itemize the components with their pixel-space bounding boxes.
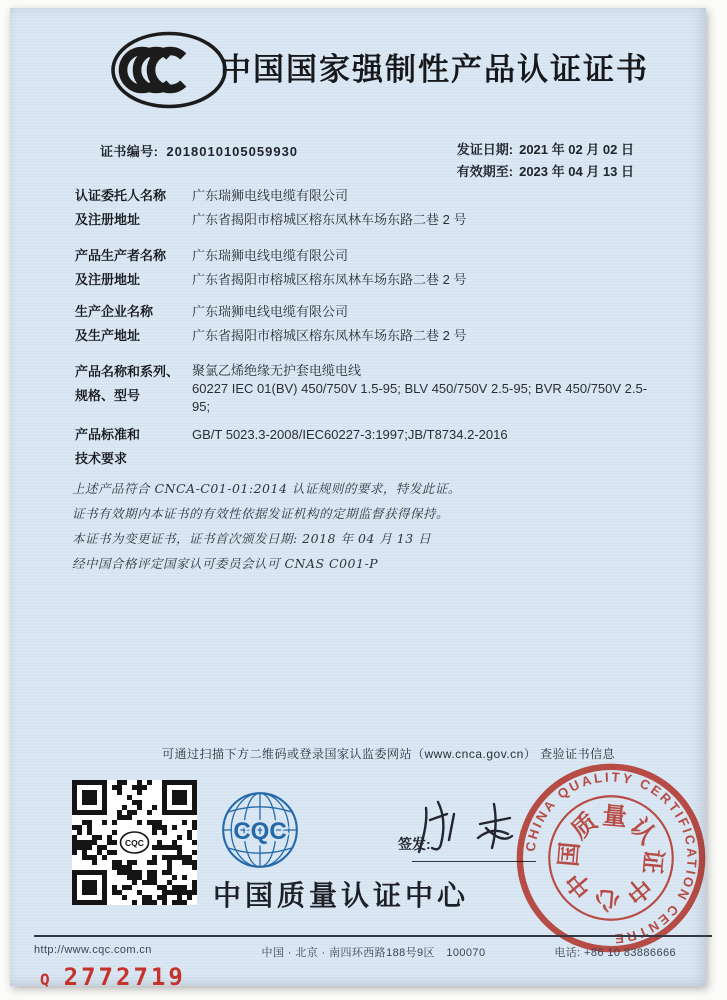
svg-text:中: 中 <box>619 871 656 908</box>
svg-text:量: 量 <box>601 802 628 832</box>
footer-phone <box>554 944 676 960</box>
section-factory-values: 广东瑞狮电线电缆有限公司 广东省揭阳市榕城区榕东凤林车场东路二巷 2 号 <box>192 304 467 343</box>
certificate-page <box>10 8 706 991</box>
section-factory-labels: 生产企业名称 及生产地址 <box>75 304 154 343</box>
section-standard <box>75 423 508 471</box>
svg-text:证: 证 <box>637 848 667 875</box>
section-producer-values: 广东瑞狮电线电缆有限公司 广东省揭阳市榕城区榕东凤林车场东路二巷 2 号 <box>192 248 467 287</box>
section-factory <box>75 300 466 348</box>
section-standard-labels: 产品标准和 技术要求 <box>75 427 141 466</box>
section-producer-labels: 产品生产者名称 及注册地址 <box>75 248 167 287</box>
expiry-date-row <box>457 161 634 183</box>
svg-text:认: 认 <box>624 813 661 850</box>
qr-code <box>72 780 197 905</box>
cert-no-label: 证书编号: <box>100 144 159 159</box>
issue-date-label: 发证日期: <box>456 142 514 157</box>
svg-text:国: 国 <box>555 841 585 868</box>
cqc-globe-icon <box>220 790 300 870</box>
certificate-number-row <box>100 141 298 160</box>
statement-line-3: 本证书为变更证书，证书首次颁发日期: 2018 年 04 月 13 日 <box>72 531 432 546</box>
issue-date-value: 2021 年 02 月 02 日 <box>519 142 634 157</box>
section-producer <box>75 244 466 292</box>
footer-address: 中国 · 北京 · 南四环西路188号9区 100070 <box>261 947 486 959</box>
svg-text:CQC: CQC <box>125 838 144 848</box>
statement-line-2: 证书有效期内本证书的有效性依据发证机构的定期监督获得保持。 <box>72 506 450 521</box>
certificate-dates <box>457 139 634 183</box>
cqc-logo-text: CQC <box>233 817 287 845</box>
verify-note: 可通过扫描下方二维码或登录国家认监委网站（www.cnca.gov.cn） 查验证书信息 <box>162 747 616 761</box>
issue-date-row <box>457 139 634 161</box>
red-seal-stamp <box>513 760 709 956</box>
statement-paragraph <box>72 476 632 576</box>
serial-digits: 2772719 <box>63 963 186 991</box>
ccc-mark-icon <box>108 30 230 110</box>
issuer-org-name: 中国质量认证中心 <box>213 880 470 911</box>
expiry-date-value: 2023 年 04 月 13 日 <box>519 164 634 179</box>
svg-text:质: 质 <box>566 808 603 845</box>
stamp-chinese-text <box>554 801 667 914</box>
section-product-values: 聚氯乙烯绝缘无护套电缆电线 60227 IEC 01(BV) 450/750V 1.5-95; BLV 450/750V 2.5-95; BVR 450/750V 2.5-95; <box>192 363 648 414</box>
statement-line-1: 上述产品符合 CNCA-C01-01:2014 认证规则的要求，特发此证。 <box>72 481 461 496</box>
section-applicant <box>75 184 466 232</box>
serial-number <box>40 963 186 991</box>
sign-label: 签发: <box>398 836 431 852</box>
certificate-title: 中国国家强制性产品认证证书 <box>220 52 649 87</box>
statement-line-4: 经中国合格评定国家认可委员会认可 CNAS C001-P <box>72 556 379 571</box>
svg-text:心: 心 <box>594 884 621 914</box>
footer-phone-number: +86 10 83886666 <box>584 947 676 959</box>
serial-prefix: Q <box>40 970 50 989</box>
footer-phone-label: 电话: <box>554 947 581 959</box>
section-product-labels: 产品名称和系列、 规格、型号 <box>75 364 180 403</box>
section-applicant-labels: 认证委托人名称 及注册地址 <box>75 188 167 227</box>
footer-website: http://www.cqc.com.cn <box>34 944 152 956</box>
stamp-english-text: CHINA QUALITY CERTIFICATION CENTRE <box>522 769 700 947</box>
expiry-date-label: 有效期至: <box>456 164 514 179</box>
svg-text:中: 中 <box>561 866 598 903</box>
section-product <box>75 360 662 416</box>
cert-no-value: 2018010105059930 <box>166 144 299 159</box>
section-standard-values: GB/T 5023.3-2008/IEC60227-3:1997;JB/T8734.2-2016 <box>192 427 508 442</box>
footer-rule <box>34 935 712 937</box>
section-applicant-values: 广东瑞狮电线电缆有限公司 广东省揭阳市榕城区榕东凤林车场东路二巷 2 号 <box>192 188 467 227</box>
